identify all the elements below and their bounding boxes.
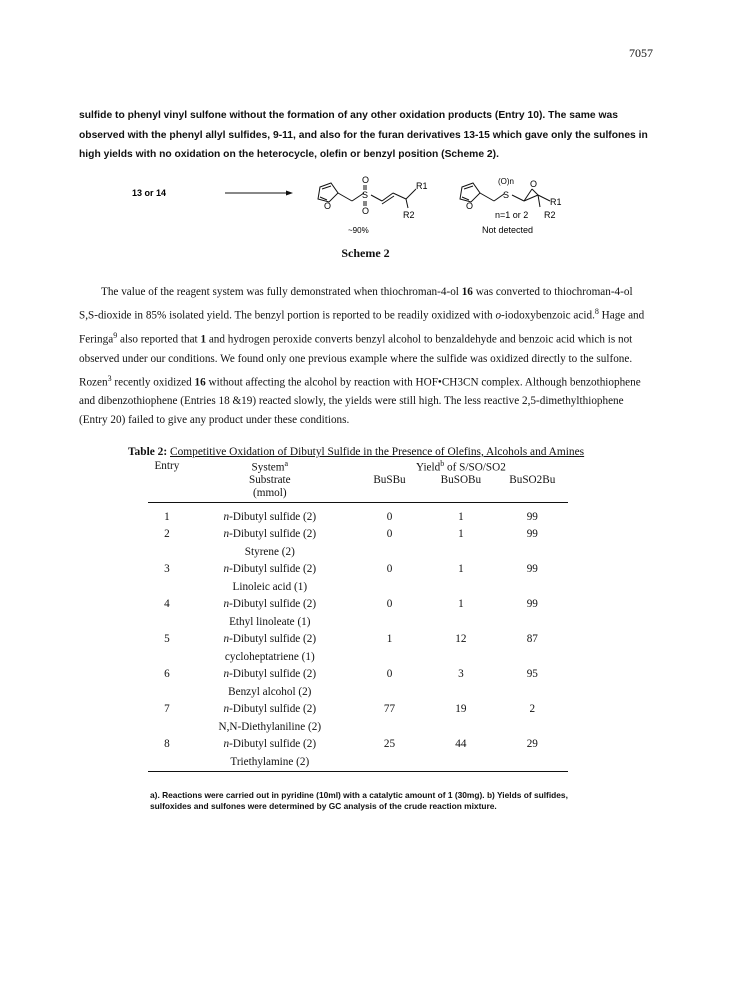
r2-label-2: R2 — [544, 210, 556, 220]
cell-entry: 1 — [164, 510, 170, 523]
bond-r — [393, 193, 406, 199]
sulfur-atom: S — [362, 190, 369, 200]
bond-r2 — [406, 199, 408, 208]
table-row-continuation — [148, 719, 568, 737]
sulfonyl-oxygen-bottom: O — [362, 206, 370, 216]
cell-busbu-value: 1 — [386, 633, 393, 646]
table-label: Table 2: — [128, 446, 168, 458]
cell-entry: 2 — [164, 528, 170, 541]
compound-1-ref: 1 — [200, 333, 207, 346]
cell-busobu-value: 3 — [458, 668, 464, 681]
scheme-caption: Scheme 2 — [341, 246, 390, 260]
header-buso2bu: BuSO2Bu — [509, 473, 556, 486]
bond-ch2-2 — [480, 193, 494, 201]
cell-busobu-value: 12 — [455, 633, 467, 646]
cell-substrate-1: n-Dibutyl sulfide (2) — [223, 528, 317, 541]
n-value-label: n=1 or 2 — [495, 210, 529, 220]
cell-substrate-1: n-Dibutyl sulfide (2) — [223, 668, 317, 681]
header-entry: Entry — [154, 459, 180, 472]
cell-buso2bu-value: 99 — [526, 563, 538, 576]
cell-substrate-1: n-Dibutyl sulfide (2) — [223, 510, 317, 523]
header-yield-rest: of S/SO/SO2 — [444, 461, 506, 474]
bond-r1 — [406, 189, 416, 199]
bond-r1-2 — [538, 195, 550, 201]
r2-label: R2 — [403, 210, 415, 220]
header-mmol: (mmol) — [186, 487, 354, 503]
para2-text-4: Hage and Feringa — [79, 309, 645, 346]
cell-busobu-value: 1 — [458, 528, 464, 541]
cell-buso2bu-value: 95 — [526, 668, 538, 681]
cell-busobu-value: 1 — [458, 598, 464, 611]
cell-substrate-2: Styrene (2) — [244, 545, 295, 558]
competitive-oxidation-table — [148, 458, 568, 772]
table-row — [148, 526, 568, 544]
table-row — [148, 596, 568, 614]
compound-16-ref: 16 — [461, 286, 473, 299]
epoxide-bond-3 — [532, 189, 538, 195]
cell-substrate-1: n-Dibutyl sulfide (2) — [223, 563, 317, 576]
bond-s-c — [371, 195, 382, 201]
cell-entry: 7 — [164, 703, 170, 716]
paragraph-intro: sulfide to phenyl vinyl sulfone without the formation of any other oxidation products (Entry 10). The same was observed with the phenyl allyl sulfides, 9-11, and also for the furan derivatives 13-15 which gave only the sulfones in high yields with no oxidation on the heterocycle, olefin or benzyl position (Scheme 2). — [79, 110, 648, 161]
bond-r2-2 — [538, 195, 540, 207]
cell-busobu-value: 1 — [458, 510, 464, 523]
cell-busobu-value: 44 — [455, 738, 467, 751]
cell-substrate-2: Benzyl alcohol (2) — [228, 685, 312, 698]
cell-buso2bu-value: 2 — [529, 703, 536, 716]
table-row-continuation — [148, 579, 568, 597]
cell-entry: 5 — [164, 633, 170, 646]
cell-substrate-2: N,N-Diethylaniline (2) — [218, 720, 322, 733]
furan-ring-product — [318, 183, 338, 202]
header-busbu: BuSBu — [373, 473, 406, 486]
cell-busobu-value: 19 — [455, 703, 467, 716]
table-row — [148, 502, 568, 526]
para2-text-3: -iodoxybenzoic acid. — [501, 309, 595, 322]
oxidation-state-label: (O)n — [498, 177, 514, 186]
scheme-reactant-label: 13 or 14 — [132, 188, 167, 198]
cell-entry: 3 — [164, 563, 170, 576]
bond-s-c-2 — [512, 195, 524, 201]
header-yield-note: b — [440, 459, 445, 468]
compound-16-ref-2: 16 — [194, 376, 206, 389]
header-yield — [354, 458, 568, 474]
cell-substrate-1: n-Dibutyl sulfide (2) — [223, 738, 317, 751]
cell-busbu-value: 0 — [386, 598, 393, 611]
cell-busbu-value: 0 — [386, 528, 393, 541]
bond-ch2 — [338, 193, 352, 201]
scheme-2-diagram — [130, 175, 590, 245]
cell-substrate-2: Triethylamine (2) — [186, 754, 354, 772]
header-busobu: BuSOBu — [440, 473, 482, 486]
header-system-note: a — [284, 459, 289, 468]
table-row — [148, 701, 568, 719]
table-row — [148, 631, 568, 649]
furan-ring-byproduct — [460, 183, 480, 202]
citation-8: 8 — [594, 307, 599, 317]
cell-substrate-1: n-Dibutyl sulfide (2) — [223, 633, 317, 646]
para2-text-2: was converted to thiochroman-4-ol S,S-dioxide in 85% isolated yield. The benzyl portion is reported to be readily oxidized with — [79, 286, 633, 322]
not-detected-label: Not detected — [482, 225, 534, 235]
header-substrate: Substrate — [248, 473, 291, 486]
table-caption: Competitive Oxidation of Dibutyl Sulfide in the Presence of Olefins, Alcohols and Amines — [170, 446, 585, 458]
table-row-continuation — [148, 649, 568, 667]
para2-text-8: without affecting the alcohol by reaction with HOF•CH3CN complex. Although benzothiophene and dibenzothiophene (Entries 18 &19) reacted slowly, the yields were still high. The less reactive 2,5-dimethylthiophene (Entry 20) failed to give any product under these conditions. — [79, 376, 641, 427]
reaction-arrow-head — [286, 191, 293, 196]
cell-busbu-value: 77 — [383, 703, 396, 716]
furan-oxygen: O — [324, 201, 332, 211]
cell-buso2bu-value: 99 — [526, 510, 538, 523]
header-system — [186, 458, 354, 474]
cell-buso2bu-value: 99 — [526, 528, 538, 541]
cell-busbu-value: 0 — [386, 668, 393, 681]
sulfonyl-oxygen-top: O — [362, 175, 370, 185]
cell-substrate-2: Ethyl linoleate (1) — [229, 615, 311, 628]
cell-busbu-value: 0 — [386, 563, 393, 576]
table-row — [148, 561, 568, 579]
citation-3: 3 — [107, 373, 112, 383]
table-row-continuation — [148, 684, 568, 702]
table-title — [128, 446, 648, 458]
para2-text-7: recently oxidized — [111, 376, 195, 389]
cell-buso2bu-value: 99 — [526, 598, 538, 611]
r1-label-2: R1 — [550, 197, 562, 207]
table-row-continuation — [148, 754, 568, 772]
ortho-prefix: o — [495, 309, 502, 322]
epoxide-oxygen: O — [530, 179, 538, 189]
furan-oxygen-2: O — [466, 201, 474, 211]
header-system-label: System — [251, 461, 285, 474]
cell-busbu-value: 25 — [383, 738, 396, 751]
cell-buso2bu-value: 29 — [526, 738, 538, 751]
cell-busbu-value: 0 — [386, 510, 393, 523]
table-row — [148, 666, 568, 684]
cell-substrate-2: cycloheptatriene (1) — [224, 650, 315, 663]
cell-substrate-2: Linoleic acid (1) — [232, 580, 308, 593]
product-yield: ~90% — [348, 226, 369, 235]
table-row — [148, 736, 568, 754]
cell-buso2bu-value: 87 — [526, 633, 538, 646]
cell-busobu-value: 1 — [458, 563, 464, 576]
r1-label: R1 — [416, 181, 428, 191]
para2-text-1: The value of the reagent system was fully demonstrated when thiochroman-4-ol — [101, 286, 462, 299]
paragraph-discussion — [79, 283, 654, 430]
para2-text-5: also reported that — [117, 333, 201, 346]
header-yield-label: Yield — [415, 461, 441, 474]
table-row-continuation — [148, 544, 568, 562]
cell-entry: 8 — [164, 738, 170, 751]
sulfur-atom-2: S — [503, 190, 510, 200]
table-2 — [128, 446, 648, 772]
table-footnote: a). Reactions were carried out in pyridine (10ml) with a catalytic amount of 1 (30mg). b) Yields of sulfides, sulfoxides and sulfones were determined by GC analysis of the crude reaction mixture. — [150, 790, 568, 811]
table-row-continuation — [148, 614, 568, 632]
cell-substrate-1: n-Dibutyl sulfide (2) — [223, 598, 317, 611]
para2-text-6: and hydrogen peroxide converts benzyl alcohol to benzaldehyde and benzoic acid which is not observed under our conditions. We found only one previous example where the sulfide was oxidized directly to the sulfone. Rozen — [79, 333, 633, 389]
cell-entry: 6 — [164, 668, 170, 681]
citation-9: 9 — [113, 330, 118, 340]
cell-substrate-1: n-Dibutyl sulfide (2) — [223, 703, 317, 716]
page-number: 7057 — [629, 46, 653, 60]
cell-entry: 4 — [164, 598, 170, 611]
